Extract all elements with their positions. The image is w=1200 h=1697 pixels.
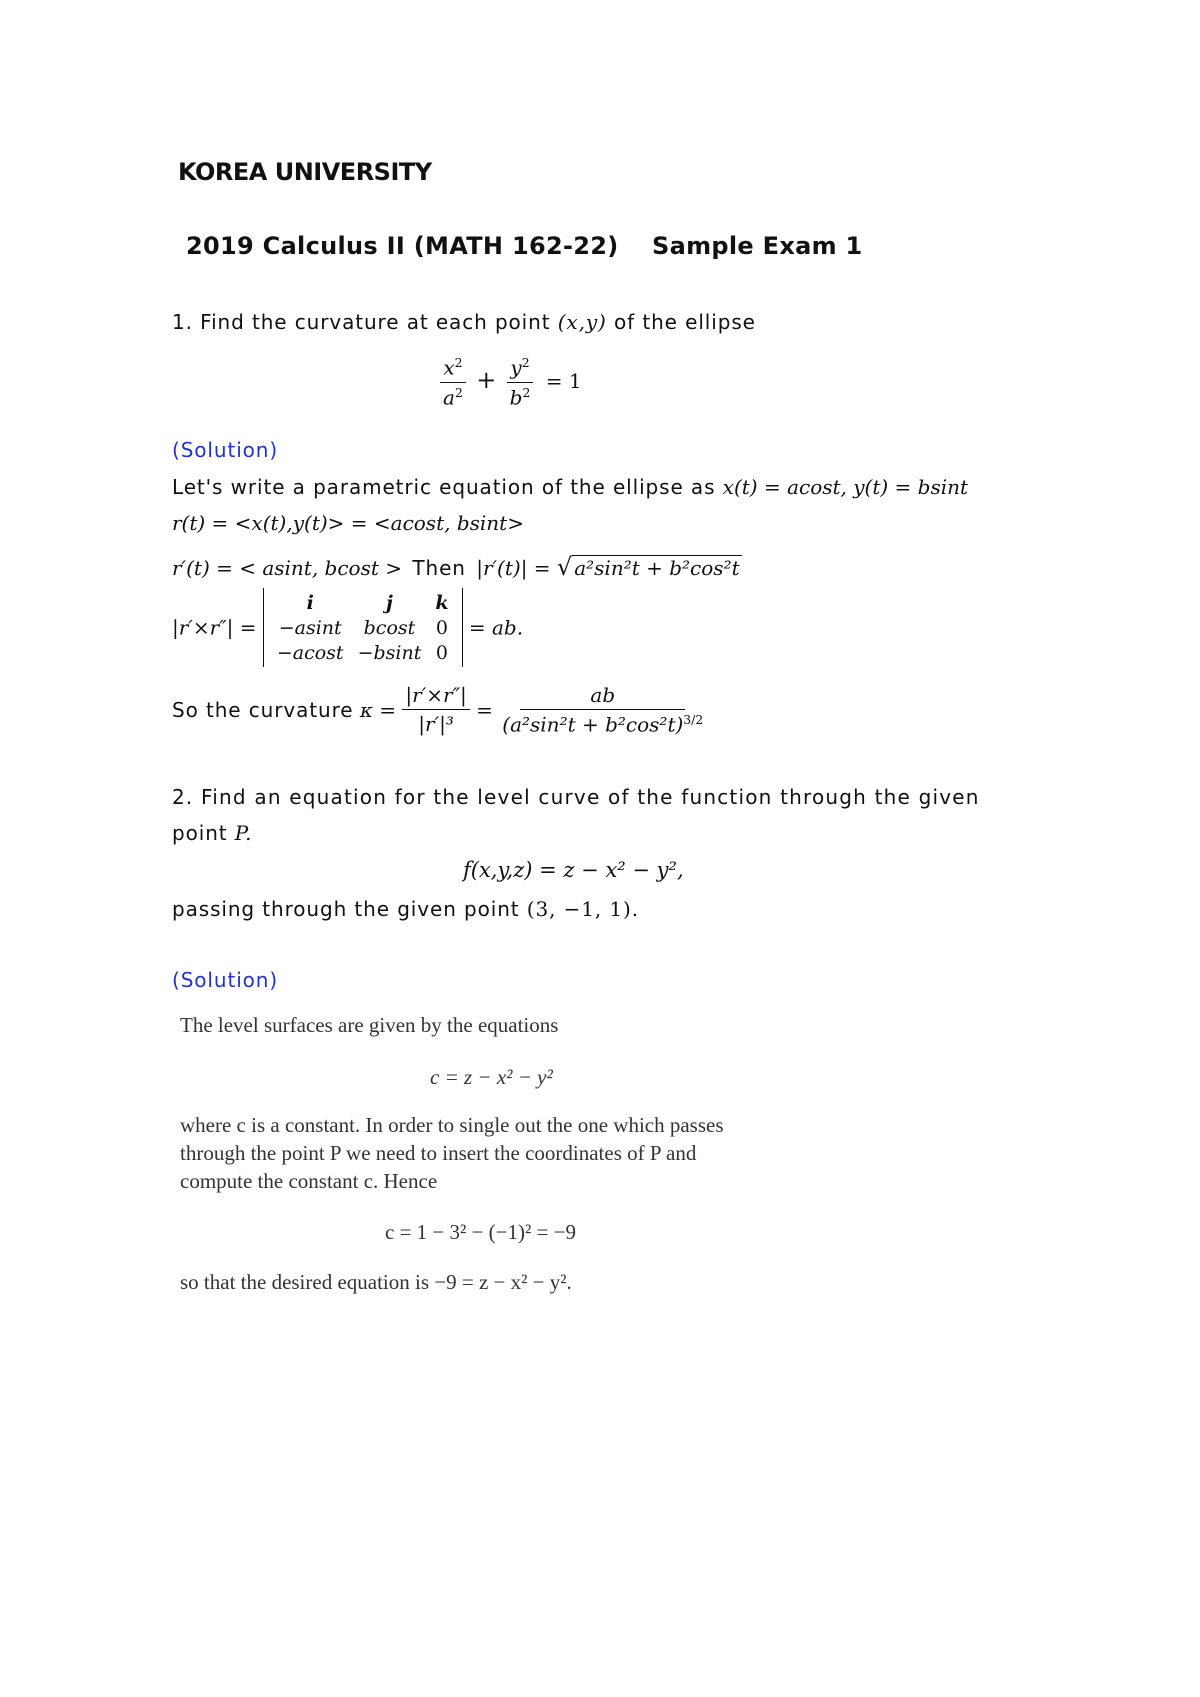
solution2-line5: so that the desired equation is −9 = z − x² − y². [180,1270,572,1294]
curvature-formula: So the curvature κ = $\frac{|r'\times r''|}{\text{|r′|³}}$ = $\frac{ab}{(a^2\sin^2t + b^2\cos^2t)^{3/2}}$ [172,683,706,737]
solution2-label: (Solution) [172,968,279,992]
curvature-frac1: $\frac{|r'\times r''|}{\text{|r′|³}}$ [402,683,469,736]
cross-product: |r′×r″| = i j k −asint bcost 0 −acost −bsint 0 = ab. [172,588,523,667]
problem2-function: f(x,y,z) = z − x² − y², [463,858,684,882]
ellipse-frac-x: $\frac{x^2}{a^2}$ [440,355,466,409]
problem1-point: (x,y) [557,310,607,334]
solution2-line1: The level surfaces are given by the equations [180,1013,559,1037]
ellipse-rhs: = 1 [545,368,582,393]
problem1-prompt-before: 1. Find the curvature at each point [172,310,551,334]
problem2-passing: passing through the given point (3, −1, 1). [172,897,640,921]
solution1-label: (Solution) [172,438,279,462]
ellipse-frac-y: $\frac{y^2}{b^2}$ [507,355,534,409]
solution1-line1: Let's write a parametric equation of the ellipse as x(t) = acost, y(t) = bsint [172,475,969,499]
curvature-frac2: $\frac{ab}{(a^2\sin^2t + b^2\cos^2t)^{3/2}}$ [502,683,704,737]
solution1-line3: r′(t) = < asint, bcost > Then |r′(t)| = √ a²sin²t + b²cos²t [172,553,740,581]
cross-product-matrix: i j k −asint bcost 0 −acost −bsint 0 [263,588,463,667]
solution2-line2: where c is a constant. In order to single out the one which passes [180,1113,724,1137]
solution2-equation2: c = 1 − 3² − (−1)² = −9 [385,1220,576,1244]
solution2-line3: through the point P we need to insert the coordinates of P and [180,1141,697,1165]
solution2-line4: compute the constant c. Hence [180,1169,438,1193]
problem1-prompt [172,310,756,334]
exam-title: Sample Exam 1 [652,232,863,260]
university-title: KOREA UNIVERSITY [178,158,432,186]
problem1-prompt-after: of the ellipse [614,310,756,334]
problem2-prompt-line1: 2. Find an equation for the level curve of the function through the given [172,785,980,809]
ellipse-equation: $\frac{x^2}{a^2}$ + $\frac{y^2}{b^2}$ = 1 [440,355,582,409]
problem2-prompt-line2: point P. [172,821,253,845]
course-title: 2019 Calculus II (MATH 162-22) [186,232,619,260]
solution1-line2: r(t) = <x(t),y(t)> = <acost, bsint> [172,511,524,535]
solution2-equation1: c = z − x² − y² [430,1065,553,1089]
